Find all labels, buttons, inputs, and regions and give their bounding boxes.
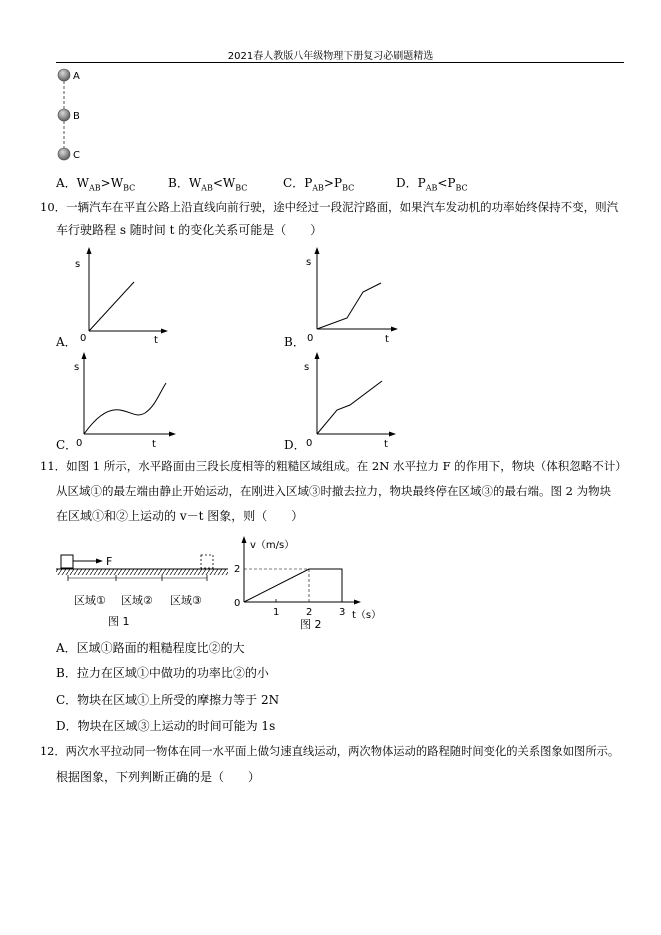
svg-text:t: t bbox=[384, 439, 388, 450]
q11-option-d: D．物块在区域③上运动的时间可能为 1s bbox=[56, 719, 276, 733]
ground-hatch bbox=[56, 569, 228, 575]
q10-stem-line1: 10．一辆汽车在平直公路上沿直线向前行驶，途中经过一段泥泞路面，如果汽车发动机的功率始终保持不变，则汽 bbox=[40, 200, 619, 214]
svg-text:s: s bbox=[74, 362, 80, 373]
q10-option-d: D． bbox=[284, 438, 306, 452]
q10-option-b: B． bbox=[284, 335, 305, 349]
label-a: A bbox=[73, 71, 80, 82]
block bbox=[61, 555, 73, 568]
q10-stem-line2: 车行驶路程 s 随时间 t 的变化关系可能是（ ） bbox=[56, 223, 323, 237]
svg-text:0: 0 bbox=[306, 438, 313, 449]
q12-stem-line2: 根据图象，下列判断正确的是（ ） bbox=[56, 770, 261, 784]
region-1: 区域① bbox=[74, 594, 106, 607]
svg-text:t: t bbox=[154, 335, 158, 345]
svg-text:0: 0 bbox=[76, 438, 83, 449]
label-b: B bbox=[73, 111, 80, 122]
q11-stem-line1: 11．如图 1 所示，水平路面由三段长度相等的粗糙区域组成。在 2N 水平拉力 F 的作用下，物块（体积忽略不计） bbox=[40, 459, 627, 473]
q9-option-c: C．$P_{AB}>P_{BC}$ bbox=[283, 176, 355, 193]
svg-text:3: 3 bbox=[339, 607, 346, 618]
q11-option-b: B．拉力在区域①中做功的功率比②的小 bbox=[56, 666, 269, 680]
q10-graph-c bbox=[70, 350, 180, 450]
label-c: C bbox=[73, 150, 80, 161]
region-2: 区域② bbox=[121, 594, 153, 607]
ball-c bbox=[58, 148, 70, 160]
svg-text:s: s bbox=[306, 257, 312, 268]
q10-graph-a bbox=[72, 245, 172, 345]
svg-text:0: 0 bbox=[307, 333, 314, 344]
ball-b bbox=[58, 109, 70, 121]
pendulum-figure bbox=[50, 62, 100, 164]
q11-stem-line2: 从区域①的最左端由静止开始运动，在刚进入区域③时撤去拉力，物块最终停在区域③的最右端。图 2 为物块 bbox=[56, 484, 612, 498]
block-final-dashed bbox=[201, 555, 213, 568]
q11-figure-1 bbox=[56, 548, 236, 633]
fig2-caption: 图 2 bbox=[300, 618, 322, 631]
q11-stem-line3: 在区域①和②上运动的 v－t 图象，则（ ） bbox=[56, 509, 304, 523]
q9-option-d: D．$P_{AB}<P_{BC}$ bbox=[396, 176, 468, 193]
svg-text:v（m/s）: v（m/s） bbox=[250, 540, 295, 551]
q11-option-c: C．物块在区域①上所受的摩擦力等于 2N bbox=[56, 693, 280, 707]
q11-option-a: A．区域①路面的粗糙程度比②的大 bbox=[56, 641, 245, 655]
svg-text:1: 1 bbox=[273, 607, 280, 618]
header-rule bbox=[56, 62, 624, 63]
q10-option-a: A． bbox=[56, 335, 77, 349]
svg-text:0: 0 bbox=[80, 333, 87, 344]
q11-figure-2 bbox=[232, 532, 382, 632]
svg-text:t: t bbox=[385, 334, 389, 345]
svg-text:s: s bbox=[304, 362, 310, 373]
q9-option-b: B．$W_{AB}<W_{BC}$ bbox=[168, 176, 248, 193]
svg-text:2: 2 bbox=[306, 607, 313, 618]
q12-stem-line1: 12．两次水平拉动同一物体在同一水平面上做匀速直线运动，两次物体运动的路程随时间变化的关系图象如图所示。 bbox=[40, 745, 620, 758]
svg-text:s: s bbox=[75, 259, 81, 270]
svg-text:2: 2 bbox=[234, 564, 241, 575]
page-header: 2021春人教版八年级物理下册复习必刷题精选 bbox=[227, 51, 434, 62]
q10-graph-d bbox=[300, 350, 400, 450]
svg-text:t: t bbox=[152, 439, 156, 450]
svg-text:0: 0 bbox=[234, 598, 241, 609]
fig1-caption: 图 1 bbox=[108, 615, 130, 628]
region-3: 区域③ bbox=[170, 594, 202, 607]
svg-text:t（s）: t（s） bbox=[352, 610, 382, 621]
ball-a bbox=[58, 69, 70, 81]
svg-text:F: F bbox=[106, 555, 113, 568]
q9-option-a: A．$W_{AB}>W_{BC}$ bbox=[56, 176, 136, 193]
q10-graph-b bbox=[302, 245, 402, 345]
q10-option-c: C． bbox=[56, 438, 78, 452]
